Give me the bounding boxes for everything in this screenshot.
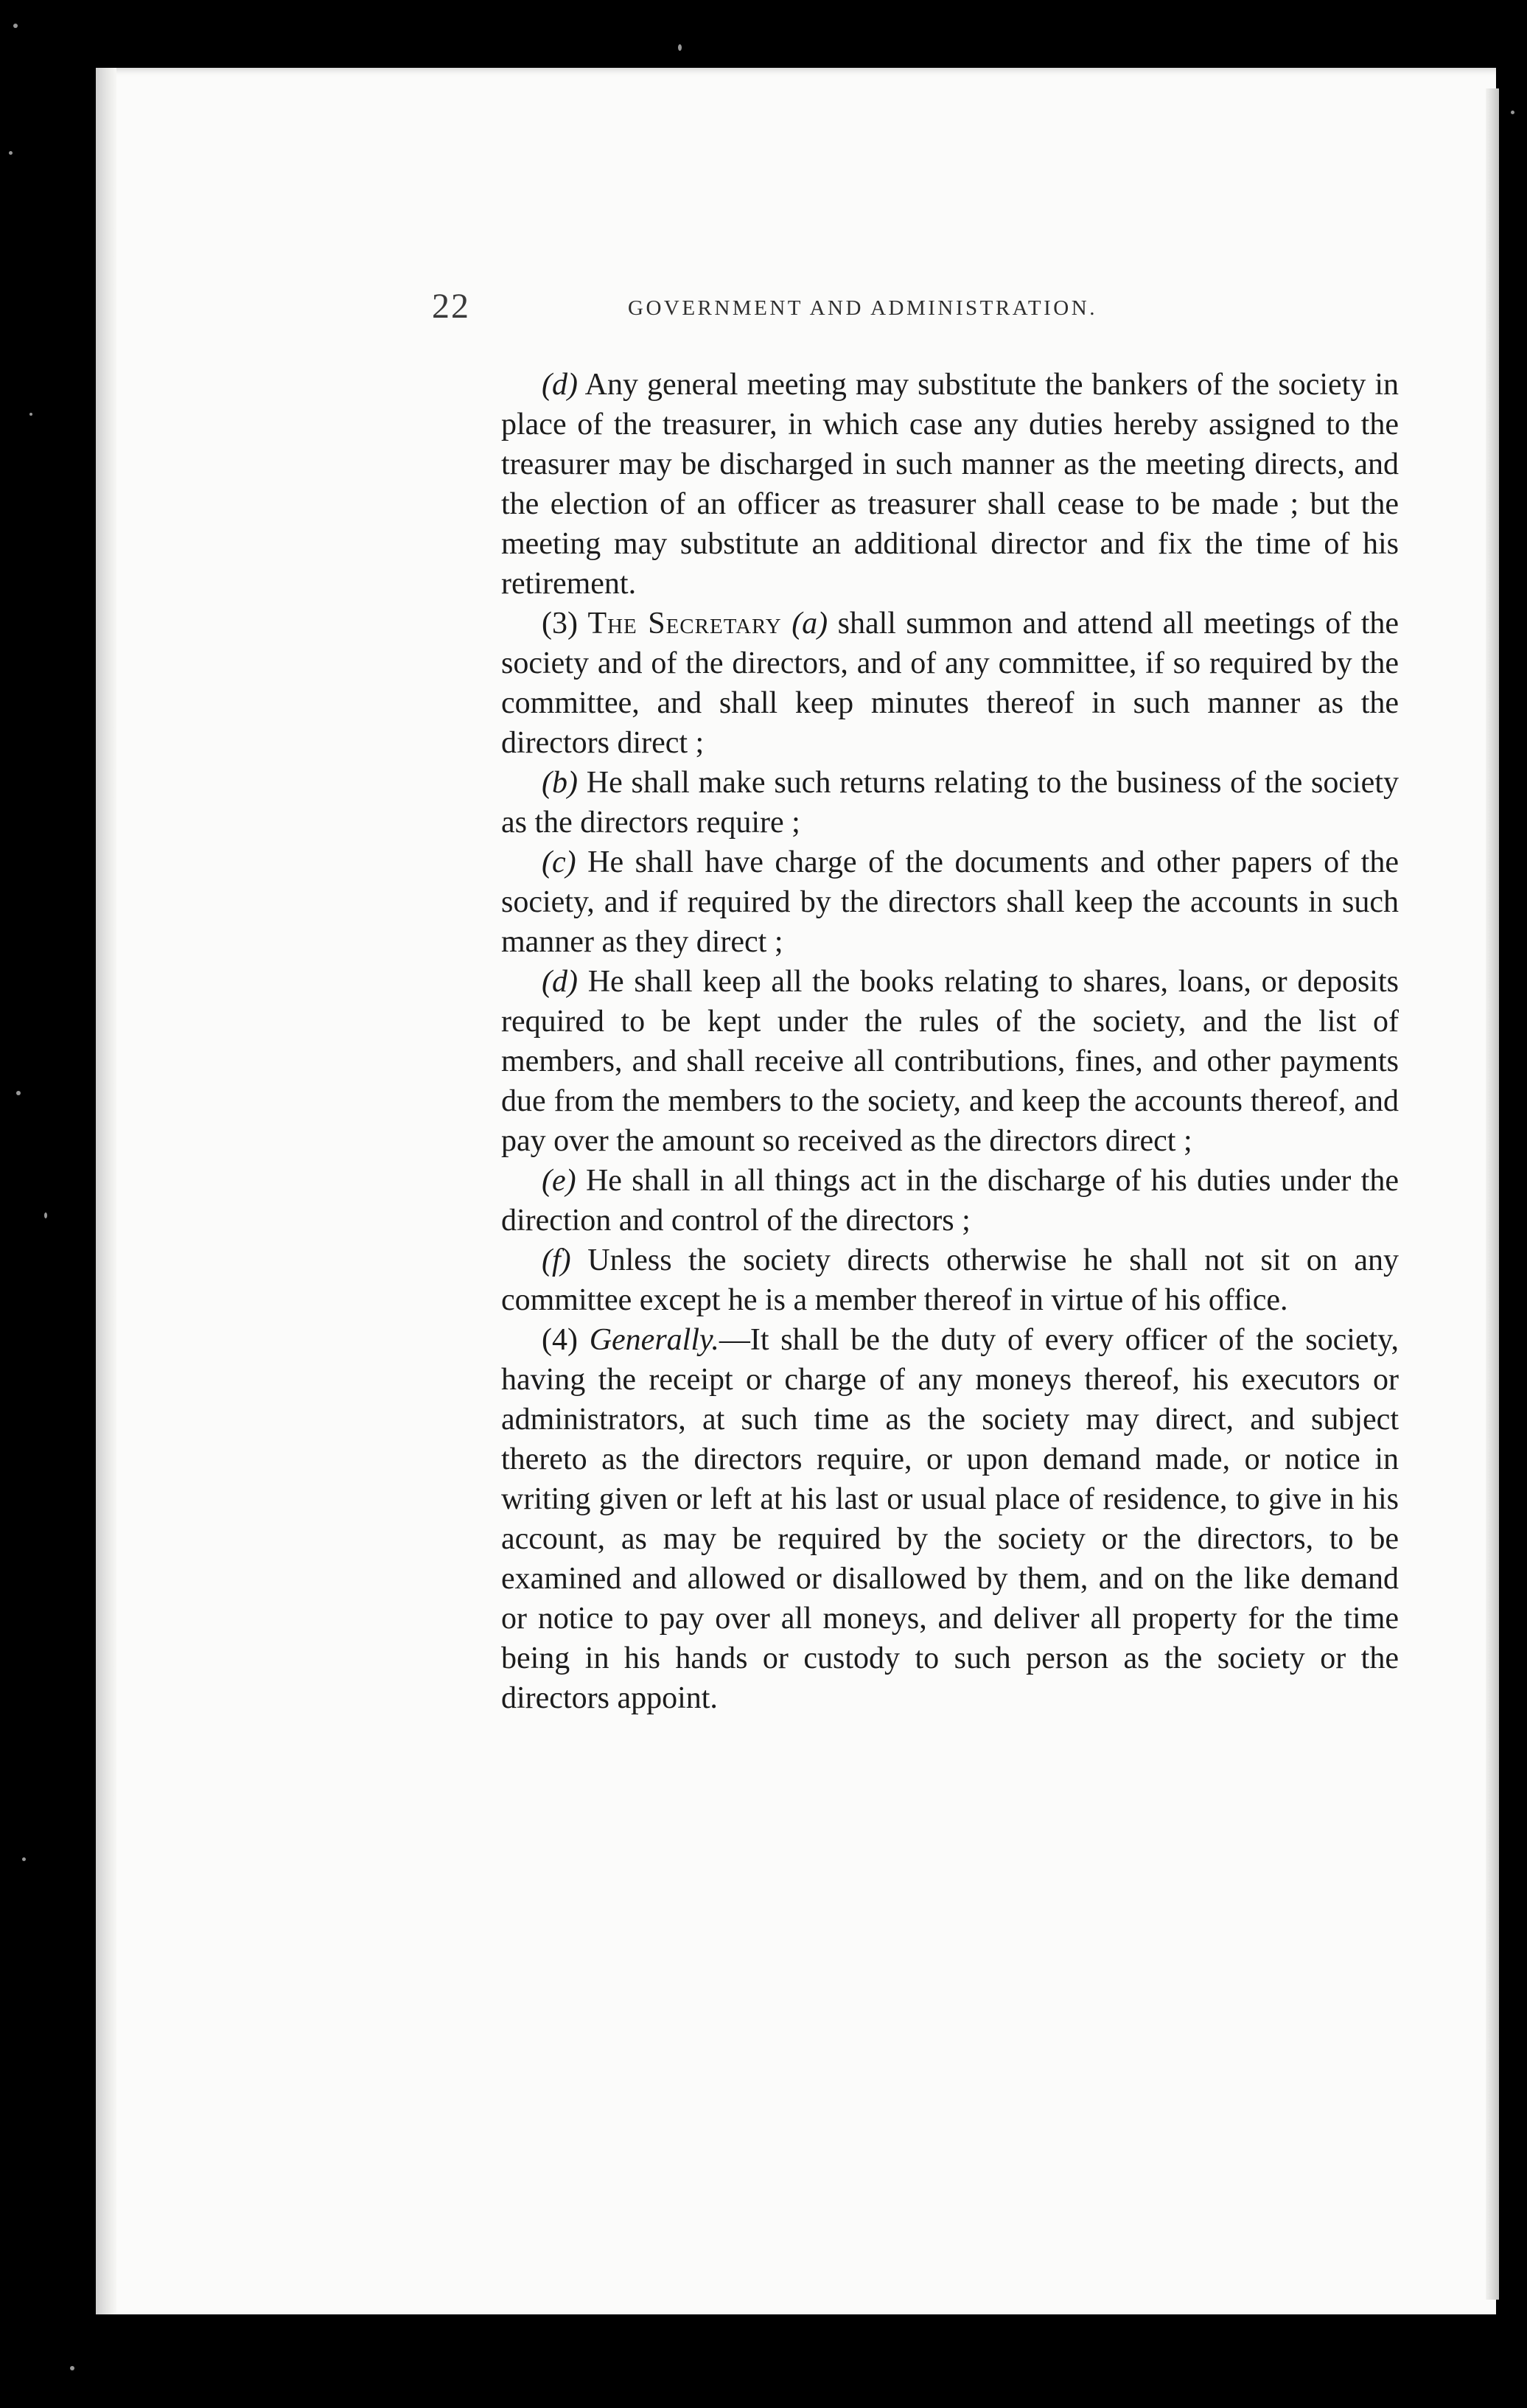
speck: [29, 413, 32, 416]
paragraph-treasurer-d: [501, 365, 1399, 604]
paragraph-text: He shall keep all the books relating to shares, loans, or deposits required to be kept under the rules of the society, and the list of members, and shall receive all contributions, fines, and other payments due from the members to the society, and keep the accounts thereof, and pay over the amount so received as the directors direct ;: [501, 965, 1399, 1158]
paragraph-text: Any general meeting may substitute the bankers of the society in place of the treasurer, in which case any duties hereby assigned to the treasurer may be discharged in such manner as the meeting directs, and the election of an officer as treasurer shall cease to be made ; but the meeting may substitute an additional director and fix the time of his retirement.: [501, 368, 1399, 601]
section-number: (4): [542, 1323, 578, 1357]
paragraph-text: shall summon and attend all meetings of the society and of the directors, and of any committee, if so required by the committee, and shall keep minutes thereof in such manner as the directors direct ;: [501, 607, 1400, 760]
paragraph-secretary-c: [501, 842, 1399, 962]
clause-marker: (c): [542, 845, 576, 879]
speck: [70, 2366, 74, 2370]
paragraph-generally: [501, 1320, 1399, 1718]
clause-marker: (a): [792, 607, 828, 641]
clause-marker: (f): [542, 1243, 571, 1277]
binding-shadow: [96, 68, 116, 2314]
clause-marker: (d): [542, 368, 578, 402]
body-text: [501, 365, 1399, 1718]
paragraph-text: Unless the society directs otherwise he shall not sit on any committee except he is a member thereof in virtue of his office.: [501, 1243, 1399, 1317]
speck: [13, 24, 18, 28]
paragraph-secretary-a: [501, 604, 1399, 763]
speck: [9, 151, 13, 155]
section-heading: Generally.: [589, 1323, 719, 1357]
paragraph-secretary-f: [501, 1240, 1399, 1320]
section-heading: The Secretary: [587, 607, 782, 641]
paragraph-text: He shall in all things act in the discharge of his duties under the direction and control of the directors ;: [501, 1164, 1399, 1238]
clause-marker: (d): [542, 965, 578, 999]
page-number: 22: [432, 287, 470, 326]
speck: [44, 1212, 47, 1218]
paragraph-secretary-d: [501, 962, 1399, 1161]
paragraph-secretary-e: [501, 1161, 1399, 1240]
speck: [1511, 111, 1514, 114]
speck: [678, 44, 682, 51]
clause-marker: (b): [542, 766, 578, 800]
paragraph-text: He shall have charge of the documents and other papers of the society, and if required by the directors shall keep the accounts in such manner as they direct ;: [501, 845, 1399, 959]
speck: [22, 1857, 26, 1861]
section-number: (3): [542, 607, 578, 641]
paragraph-text: He shall make such returns relating to the business of the society as the directors require ;: [501, 766, 1399, 840]
page-edge-right: [1486, 88, 1499, 2300]
speck: [16, 1091, 21, 1095]
paragraph-secretary-b: [501, 763, 1399, 842]
running-head: GOVERNMENT AND ADMINISTRATION.: [628, 296, 1097, 320]
paragraph-text: —It shall be the duty of every officer of the society, having the receipt or charge of any moneys thereof, his executors or administrators, at such time as the society may direct, and subject thereto as the directors require, or upon demand made, or notice in writing given or left at his last or usual place of residence, to give in his account, as may be required by the society or the directors, to be examined and allowed or disallowed by them, and on the like demand or notice to pay over all moneys, and deliver all property for the time being in his hands or custody to such person as the society or the directors appoint.: [501, 1323, 1400, 1715]
clause-marker: (e): [542, 1164, 576, 1198]
